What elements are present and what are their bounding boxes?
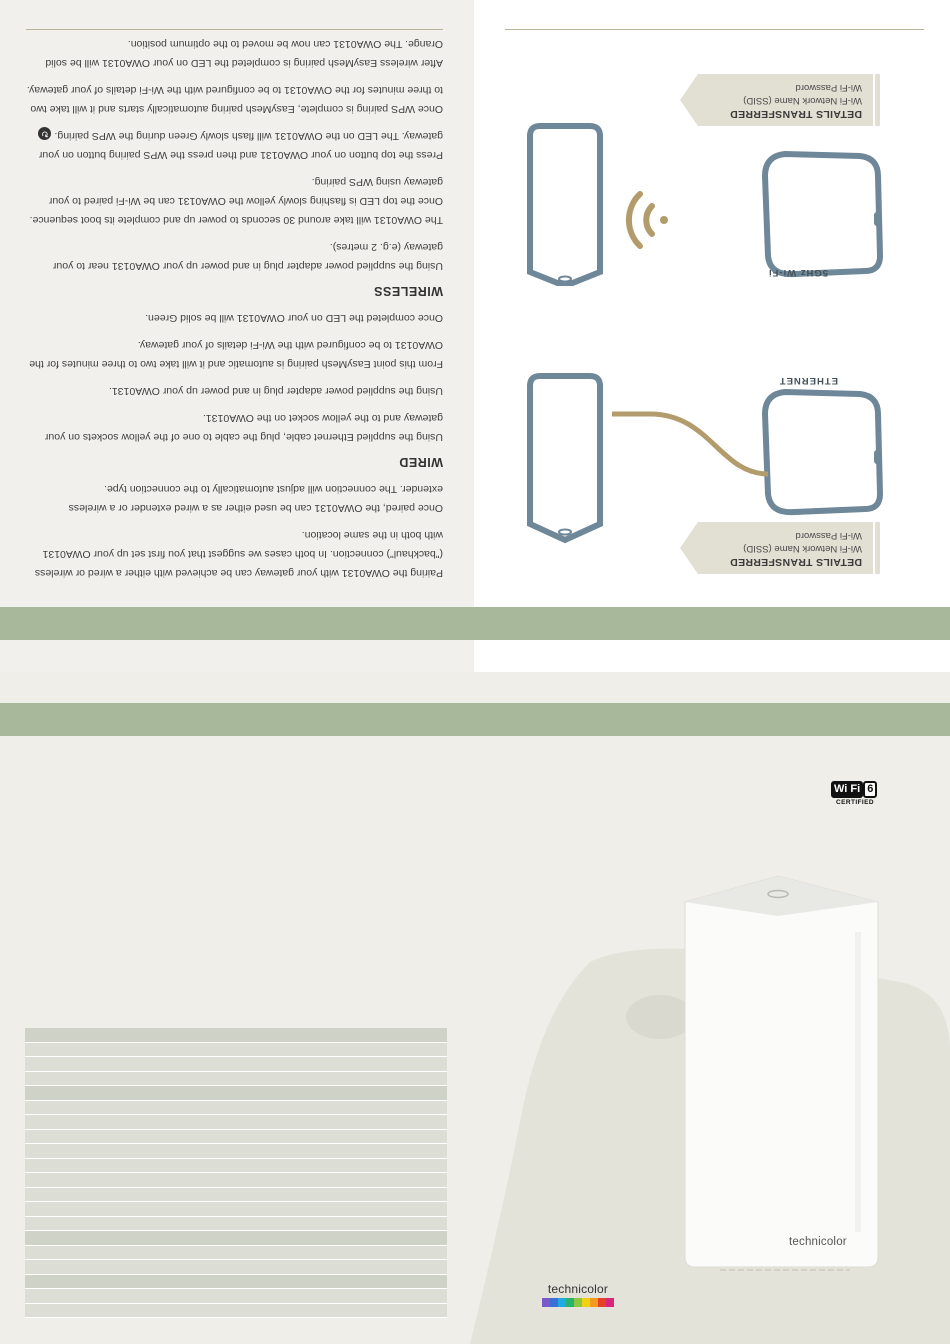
table-row bbox=[25, 1289, 447, 1304]
ethernet-pairing-diagram bbox=[520, 354, 890, 568]
extender-led-icon bbox=[874, 450, 880, 464]
table-row bbox=[25, 1173, 447, 1188]
table-row bbox=[25, 1130, 447, 1145]
extender-device-icon bbox=[765, 392, 880, 512]
wps-pairing-icon: ↻ bbox=[39, 127, 52, 140]
extender-product-image bbox=[680, 872, 880, 1272]
table-row bbox=[25, 1246, 447, 1261]
wifi6-certified-badge bbox=[831, 779, 879, 809]
wireless-wps-text: Press the top button on your OWA0131 and then press the WPS pairing button on your gateway. The LED on the OWA0131 will flash slowly Green during the WPS pairing. bbox=[38, 130, 443, 161]
product-brand-label: technicolor bbox=[789, 1236, 847, 1248]
wifi-pairing-diagram bbox=[520, 74, 890, 278]
table-row bbox=[25, 1188, 447, 1203]
technicolor-logo bbox=[542, 1282, 614, 1307]
table-row bbox=[25, 1217, 447, 1232]
ethernet-label: ETHERNET bbox=[778, 375, 838, 386]
table-row bbox=[25, 1275, 447, 1290]
section-header-band bbox=[0, 581, 950, 640]
details-heading: DETAILS TRANSFERRED bbox=[729, 108, 862, 120]
wifi-badge-certified: CERTIFIED bbox=[836, 799, 874, 806]
wired-paragraph: Using the supplied Ethernet cable, plug the cable to one of the yellow sockets on your gateway and to the yellow socket on the OWA0131. bbox=[44, 412, 443, 443]
gateway-button-icon bbox=[559, 277, 571, 282]
wired-paragraph: Using the supplied power adapter plug in and power up your OWA0131. bbox=[108, 385, 443, 397]
section-title: Wired or Wireless bbox=[740, 581, 923, 604]
wireless-paragraph: After wireless EasyMesh pairing is completed the LED on your OWA0131 will be solid Orange. The OWA0131 can now be moved to the optimum position. bbox=[45, 38, 443, 69]
wired-heading: WIRED bbox=[398, 455, 443, 469]
table-row bbox=[25, 1115, 447, 1130]
table-row bbox=[25, 1260, 447, 1275]
wifi-devices-svg bbox=[520, 86, 890, 286]
wireless-paragraph: Using the supplied power adapter plug in and power up your OWA0131 near to your gateway (e.g. 2 metres). bbox=[52, 241, 443, 272]
intro-paragraph: Once paired, the OWA0131 can be used either as a wired extender or a wireless extender. The connection will adjust automatically to the connection type. bbox=[68, 483, 443, 514]
cover-header-band bbox=[0, 703, 950, 736]
extender-device-icon bbox=[765, 154, 880, 274]
table-row bbox=[25, 1072, 447, 1087]
wireless-paragraph: Once WPS pairing is complete, EasyMesh pairing automatically starts and it will take two to three minutes for the OWA0131 to be configured with the Wi-Fi details of your gateway. bbox=[26, 84, 443, 115]
table-row bbox=[25, 1231, 447, 1246]
cover-table bbox=[25, 1028, 447, 1318]
logo-color-bar bbox=[542, 1298, 614, 1307]
table-row bbox=[25, 1086, 447, 1101]
details-ssid: Wi-Fi Network Name (SSID) bbox=[743, 543, 862, 554]
wifi-signal-icon bbox=[629, 194, 668, 246]
front-cover bbox=[0, 672, 950, 1344]
gateway-button-icon bbox=[559, 530, 571, 535]
table-row bbox=[25, 1043, 447, 1058]
table-row bbox=[25, 1304, 447, 1319]
table-row bbox=[25, 1144, 447, 1159]
wifi-badge-six: 6 bbox=[863, 781, 877, 798]
table-row bbox=[25, 1202, 447, 1217]
table-row bbox=[25, 1028, 447, 1043]
ethernet-cable bbox=[612, 414, 768, 474]
divider-line bbox=[505, 29, 924, 30]
details-ssid: Wi-Fi Network Name (SSID) bbox=[743, 95, 862, 106]
instructions-text bbox=[23, 26, 443, 582]
wireless-paragraph bbox=[23, 126, 443, 164]
extender-led-icon bbox=[874, 212, 880, 226]
wifi-label: 5GHz Wi-Fi bbox=[767, 267, 828, 278]
details-password: Wi-Fi Password bbox=[795, 82, 862, 93]
table-row bbox=[25, 1159, 447, 1174]
logo-wordmark: technicolor bbox=[547, 1282, 609, 1296]
wireless-heading: WIRELESS bbox=[373, 284, 443, 298]
details-password: Wi-Fi Password bbox=[795, 530, 862, 541]
details-heading: DETAILS TRANSFERRED bbox=[729, 556, 862, 568]
intro-paragraph: Pairing the OWA0131 with your gateway can be achieved with either a wired or wireless ("backhaul") connection. In both cases we suggest that you first set up your OWA0131 with both in the same location. bbox=[34, 529, 443, 579]
gateway-device-icon bbox=[530, 376, 600, 540]
gateway-device-icon bbox=[530, 126, 600, 286]
wired-paragraph: From this point EasyMesh pairing is automatic and it will take two to three minutes for the OWA0131 to be configured with the Wi-Fi details of your gateway. bbox=[29, 339, 443, 370]
wifi-badge-text: Wi Fi bbox=[831, 781, 863, 798]
table-row bbox=[25, 1101, 447, 1116]
wired-paragraph: Once completed the LED on your OWA0131 will be solid Green. bbox=[145, 312, 443, 324]
wireless-paragraph: The OWA0131 will take around 30 seconds to power up and complete its boot sequence. Once the top LED is flashing slowly yellow the OWA0131 can be Wi-Fi paired to your gateway using WPS pairing. bbox=[29, 176, 443, 226]
table-row bbox=[25, 1057, 447, 1072]
